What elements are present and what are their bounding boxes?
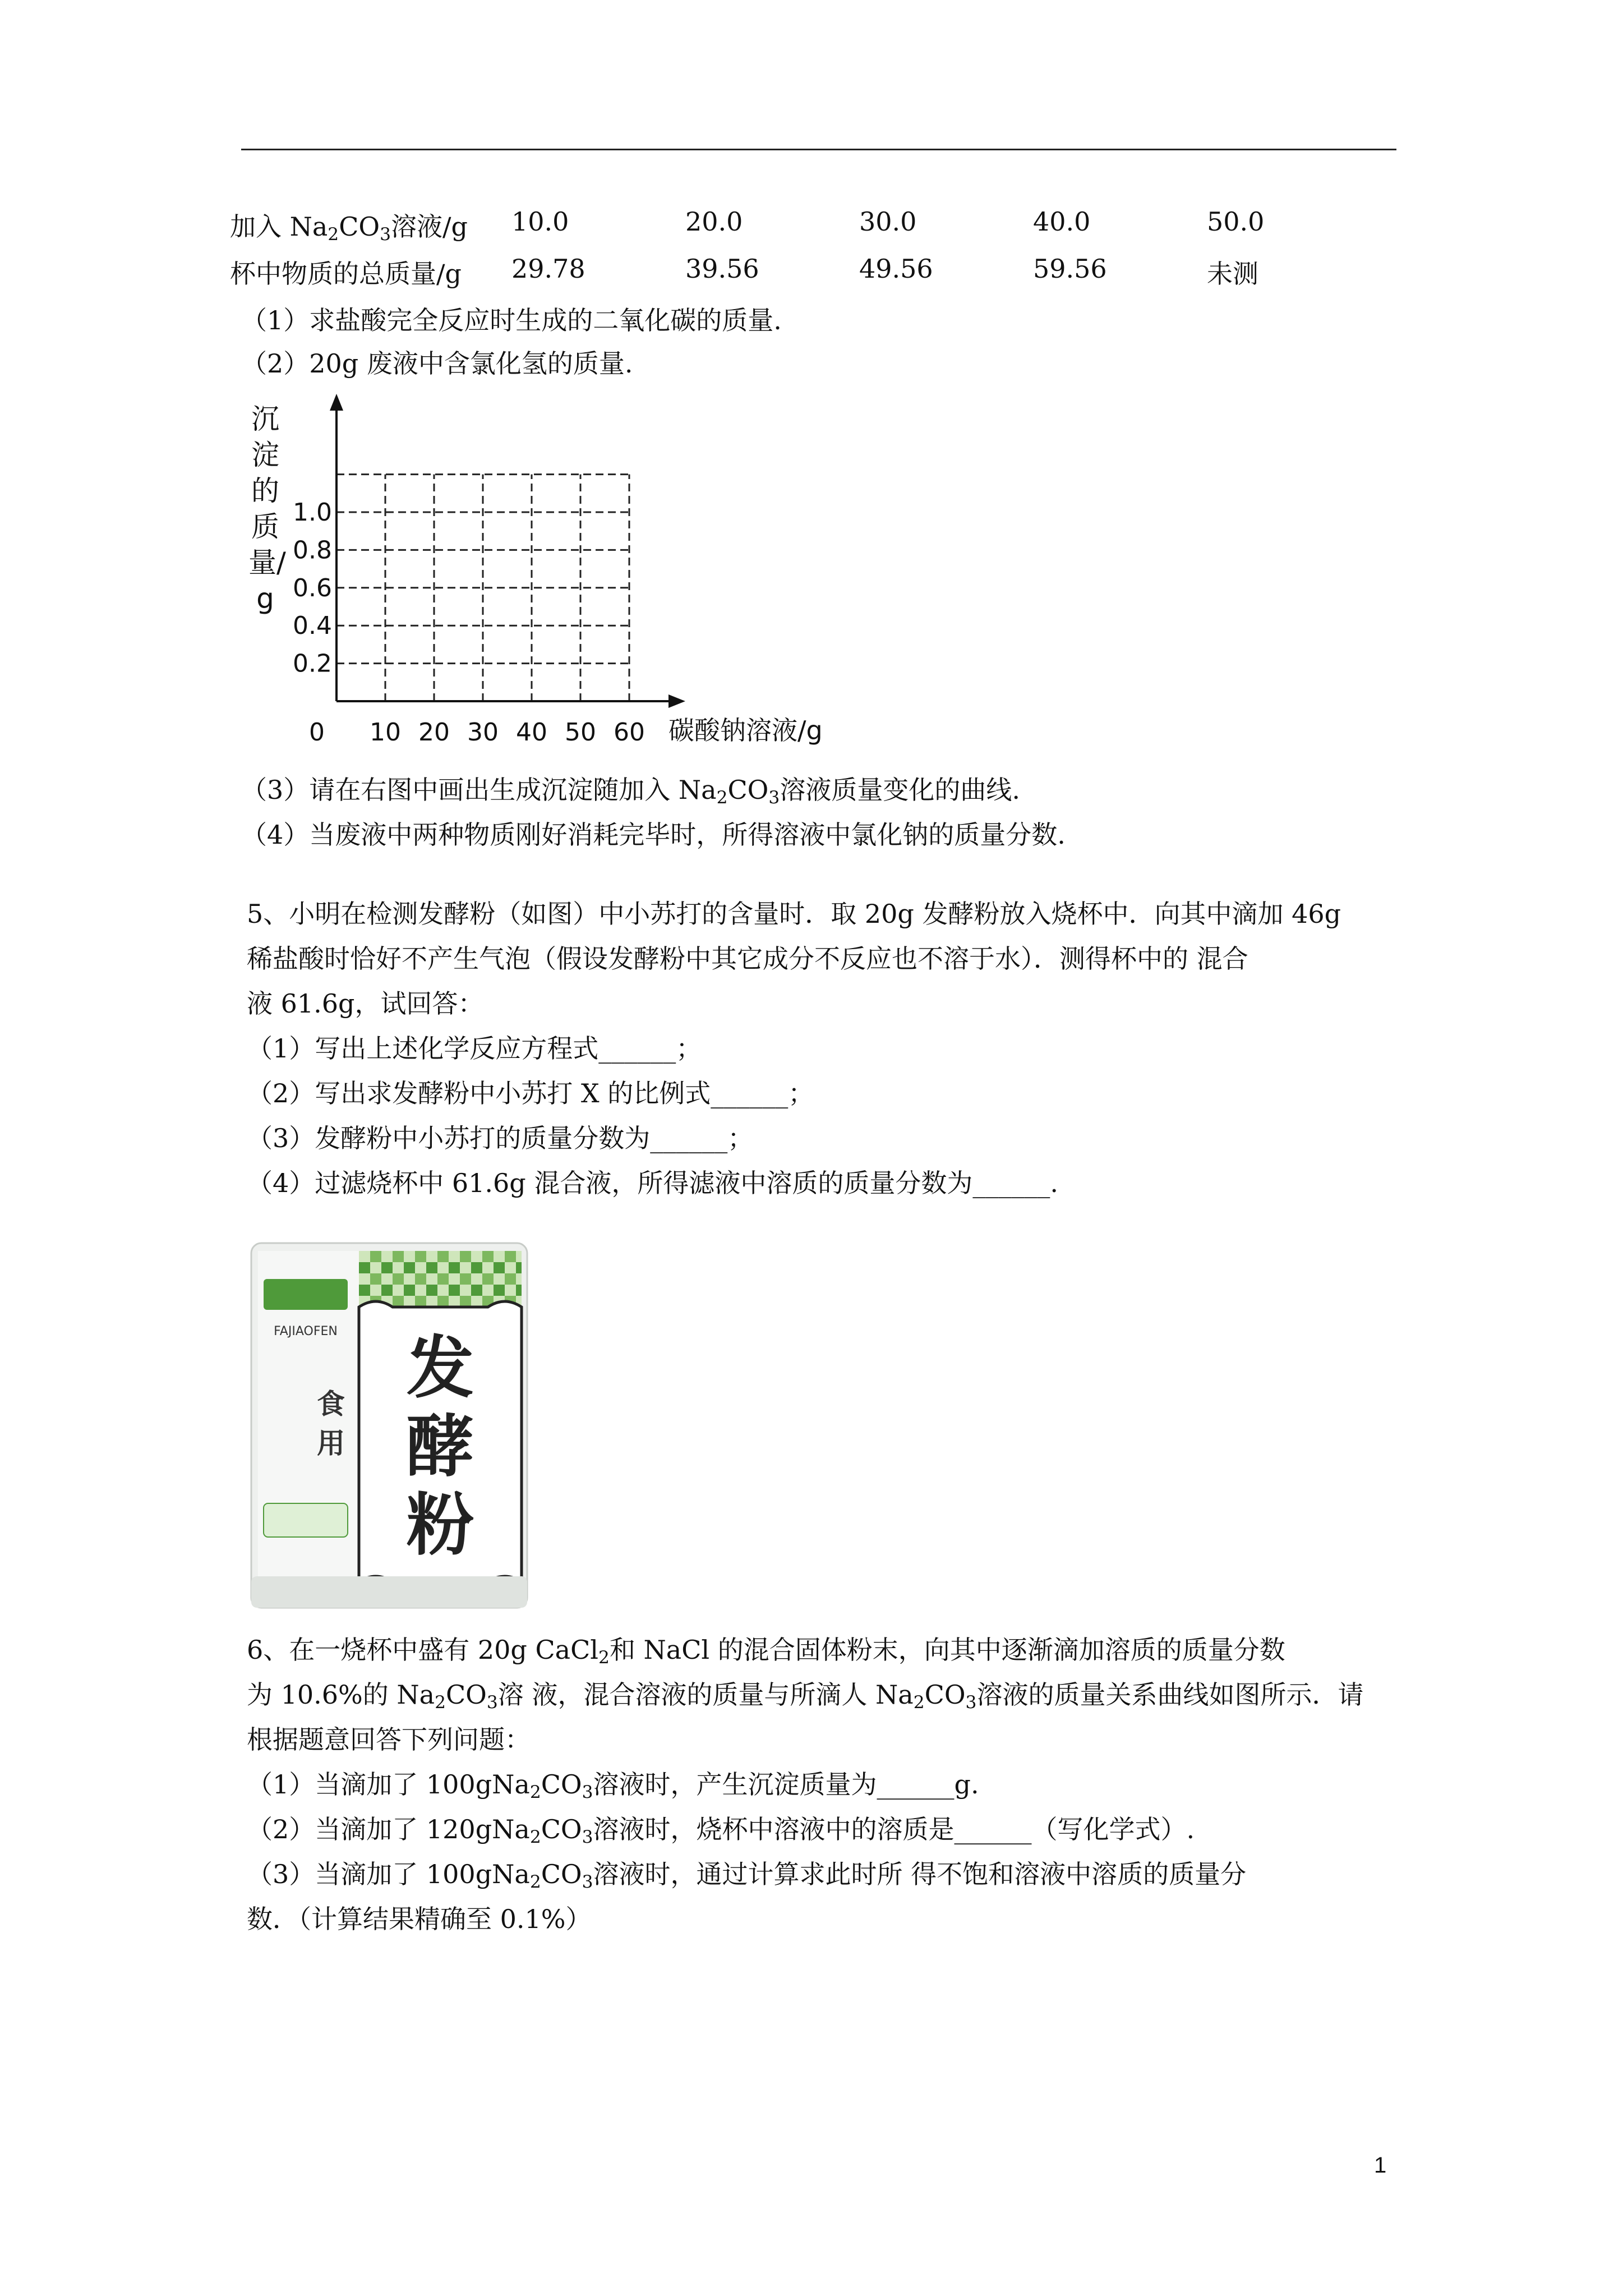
fajiaofen-bag-image xyxy=(247,1240,533,1616)
bag-side-char: 食 xyxy=(317,1388,345,1420)
x-tick-label: 30 xyxy=(467,718,499,747)
table-cell: 20.0 xyxy=(685,206,743,237)
q5-line-1: 5、小明在检测发酵粉（如图）中小苏打的含量时．取 20g 发酵粉放入烧杯中．向其中滴加 46g xyxy=(247,899,1341,929)
q5-item-3: （3）发酵粉中小苏打的质量分数为______； xyxy=(247,1123,754,1153)
q6-item-1: （1）当滴加了 $100gNa_2CO_3$溶液时，产生沉淀质量为______g. xyxy=(247,1769,979,1802)
header-rule xyxy=(241,149,1396,150)
x-tick-label: 60 xyxy=(614,718,645,747)
table-cell: 10.0 xyxy=(511,206,569,237)
q4-item-2: （2）20g 废液中含氯化氢的质量. xyxy=(241,348,633,379)
table-cell: 30.0 xyxy=(859,206,917,237)
q4-item-3: （3）请在右图中画出生成沉淀随加入 $Na_2CO_3$溶液质量变化的曲线. xyxy=(241,775,1020,808)
q5-item-1: （1）写出上述化学反应方程式______； xyxy=(247,1033,702,1064)
bag-title-char: 粉 xyxy=(407,1487,474,1565)
bag-brand-text: FAJIAOFEN xyxy=(274,1324,338,1338)
q6-line-1: 6、在一烧杯中盛有 20g CaCl$_2$和 NaCl 的混合固体粉末，向其中逐渐滴加溶质的质量分数 xyxy=(247,1635,1285,1668)
chart-axes xyxy=(330,394,685,708)
y-axis-arrow xyxy=(330,394,343,411)
page-number: 1 xyxy=(1374,2153,1387,2178)
x-tick-label: 0 xyxy=(309,718,325,747)
table-row-label-2: 杯中物质的总质量/g xyxy=(230,259,462,289)
bag-side-char: 用 xyxy=(317,1427,345,1460)
table-cell: 39.56 xyxy=(685,254,759,284)
bag-title-char: 酵 xyxy=(407,1408,474,1486)
q6-item-2: （2）当滴加了 $120gNa_2CO_3$溶液时，烧杯中溶液中的溶质是______（写化学式）. xyxy=(247,1814,1195,1847)
table-cell: 29.78 xyxy=(511,254,585,284)
chart-y-ticks xyxy=(293,498,332,678)
table-cell: 49.56 xyxy=(859,254,933,284)
x-axis-arrow xyxy=(668,694,685,708)
q4-item-4: （4）当废液中两种物质刚好消耗完毕时，所得溶液中氯化钠的质量分数. xyxy=(241,820,1066,850)
table-cell: 50.0 xyxy=(1207,206,1265,237)
y-tick-label: 0.2 xyxy=(293,649,332,678)
q5-item-2: （2）写出求发酵粉中小苏打 X 的比例式______； xyxy=(247,1078,814,1108)
chart-x-axis-label: 碳酸钠溶液/g xyxy=(668,715,823,746)
x-tick-label: 50 xyxy=(565,718,596,747)
q6-item-3-line-2: 数．（计算结果精确至 0.1%） xyxy=(247,1904,592,1934)
q6-item-3: （3）当滴加了 $100gNa_2CO_3$溶液时，通过计算求此时所 得不饱和溶液中溶质的质量分 xyxy=(247,1859,1247,1892)
x-tick-label: 40 xyxy=(516,718,547,747)
q6-line-3: 根据题意回答下列问题： xyxy=(247,1724,531,1755)
chart-grid xyxy=(336,475,629,701)
table-cell: 40.0 xyxy=(1033,206,1091,237)
bag-title-char: 发 xyxy=(407,1329,474,1407)
q5-item-4: （4）过滤烧杯中 61.6g 混合液，所得滤液中溶质的质量分数为______. xyxy=(247,1168,1059,1198)
chart-y-axis-label: 沉淀的质量/g xyxy=(248,403,286,615)
q6-line-2: 为 10.6%的 $Na_2CO_3$溶 液，混合溶液的质量与所滴人 $Na_2CO_3$溶液的质量关系曲线如图所示．请 xyxy=(247,1680,1364,1713)
y-tick-label: 0.6 xyxy=(293,573,332,602)
table-row-label-1: 加入 $Na_2CO_3$溶液/g xyxy=(230,211,468,245)
x-tick-label: 20 xyxy=(418,718,450,747)
x-tick-label: 10 xyxy=(370,718,401,747)
chart-x-ticks xyxy=(309,718,645,747)
table-cell: 59.56 xyxy=(1033,254,1107,284)
y-tick-label: 0.8 xyxy=(293,536,332,565)
chart xyxy=(230,387,852,752)
q4-item-1: （1）求盐酸完全反应时生成的二氧化碳的质量. xyxy=(241,305,782,335)
table-cell: 未测 xyxy=(1207,259,1258,289)
y-tick-label: 0.4 xyxy=(293,611,332,641)
q5-line-3: 液 61.6g，试回答： xyxy=(247,988,484,1019)
q5-line-2: 稀盐酸时恰好不产生气泡（假设发酵粉中其它成分不反应也不溶于水）．测得杯中的 混合 xyxy=(247,944,1248,974)
y-tick-label: 1.0 xyxy=(293,498,332,527)
